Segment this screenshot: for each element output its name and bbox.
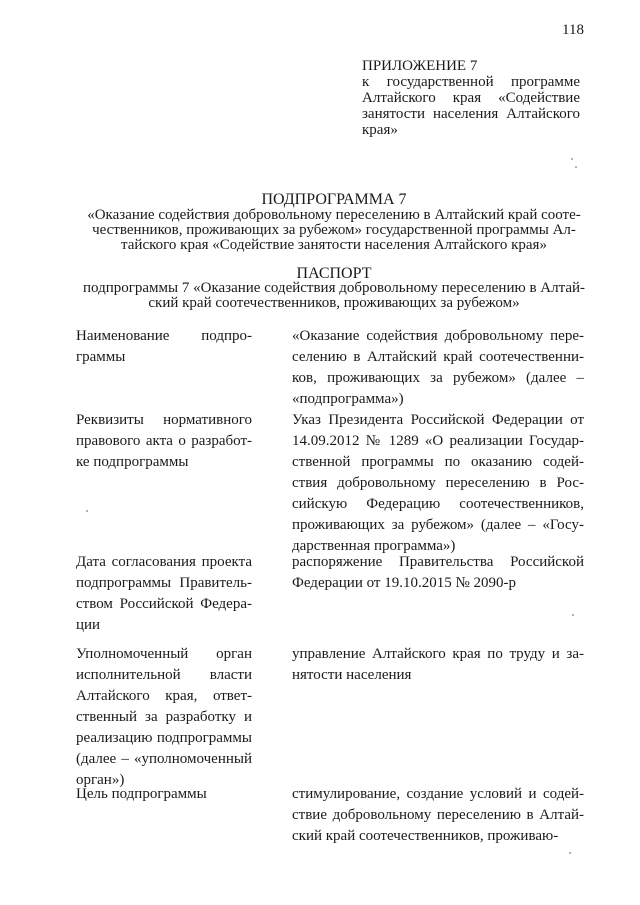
appendix-block xyxy=(362,58,580,138)
table-row xyxy=(76,644,584,788)
passport-heading: ПАСПОРТ xyxy=(296,265,372,282)
subprogram-title-line-2: чественников, проживающих за рубежом» государственной программы Ал- xyxy=(92,222,576,238)
row-label: Уполномоченный орган исполнительной власти Алтайского края, ответ-ственный за разработку и реализацию подпрограммы (далее – «уполномоченный орган») xyxy=(76,646,252,788)
row-value: распоряжение Правительства Российской Федерации от 19.10.2015 № 2090-р xyxy=(292,554,584,591)
table-row xyxy=(76,552,584,644)
subprogram-title-line-1: «Оказание содействия добровольному переселению в Алтайский край сооте- xyxy=(87,207,581,223)
scan-speck xyxy=(569,852,571,854)
passport-block xyxy=(82,266,586,311)
row-label: Цель подпрограммы xyxy=(76,786,207,802)
row-label: Наименование подпро-граммы xyxy=(76,328,252,365)
scan-speck xyxy=(86,510,88,512)
appendix-title: ПРИЛОЖЕНИЕ 7 xyxy=(362,58,478,74)
row-value: «Оказание содействия добровольному пере-селению в Алтайский край соотечественни-ков, проживающих за рубежом» (далее – «подпрограмма») xyxy=(292,328,584,407)
table-row xyxy=(76,784,584,847)
passport-title-line-1: подпрограммы 7 «Оказание содействия добровольному переселению в Алтай- xyxy=(82,280,586,296)
appendix-text: к государственной программе Алтайского края «Содействие занятости населения Алтайского края» xyxy=(362,74,580,138)
row-label: Дата согласования проекта подпрограммы Правитель-ством Российской Федера-ции xyxy=(76,554,252,633)
scan-speck xyxy=(572,614,574,616)
row-value: Указ Президента Российской Федерации от 14.09.2012 № 1289 «О реализации Государ-ственной программы по оказанию содей-ствия добровольному переселению в Рос-сийскую Федерацию соотечественников, проживающих за рубежом» (далее – «Госу-дарственная программа») xyxy=(292,412,584,554)
table-row xyxy=(76,326,584,410)
table-row xyxy=(76,410,584,552)
scan-speck xyxy=(571,158,573,160)
scan-speck xyxy=(575,166,577,168)
subprogram-heading: ПОДПРОГРАММА 7 xyxy=(261,191,407,208)
page-number: 118 xyxy=(562,22,584,38)
subprogram-block xyxy=(82,192,586,253)
passport-title-line-2: ский край соотечественников, проживающих за рубежом» xyxy=(148,295,520,311)
row-label: Реквизиты нормативного правового акта о разработ-ке подпрограммы xyxy=(76,412,252,470)
row-value: управление Алтайского края по труду и за-нятости населения xyxy=(292,646,584,683)
passport-table xyxy=(76,326,584,847)
row-value: стимулирование, создание условий и содей-ствие добровольному переселению в Алтай-ский край соотечественников, проживаю- xyxy=(292,786,584,844)
subprogram-title-line-3: тайского края «Содействие занятости населения Алтайского края» xyxy=(121,237,547,253)
